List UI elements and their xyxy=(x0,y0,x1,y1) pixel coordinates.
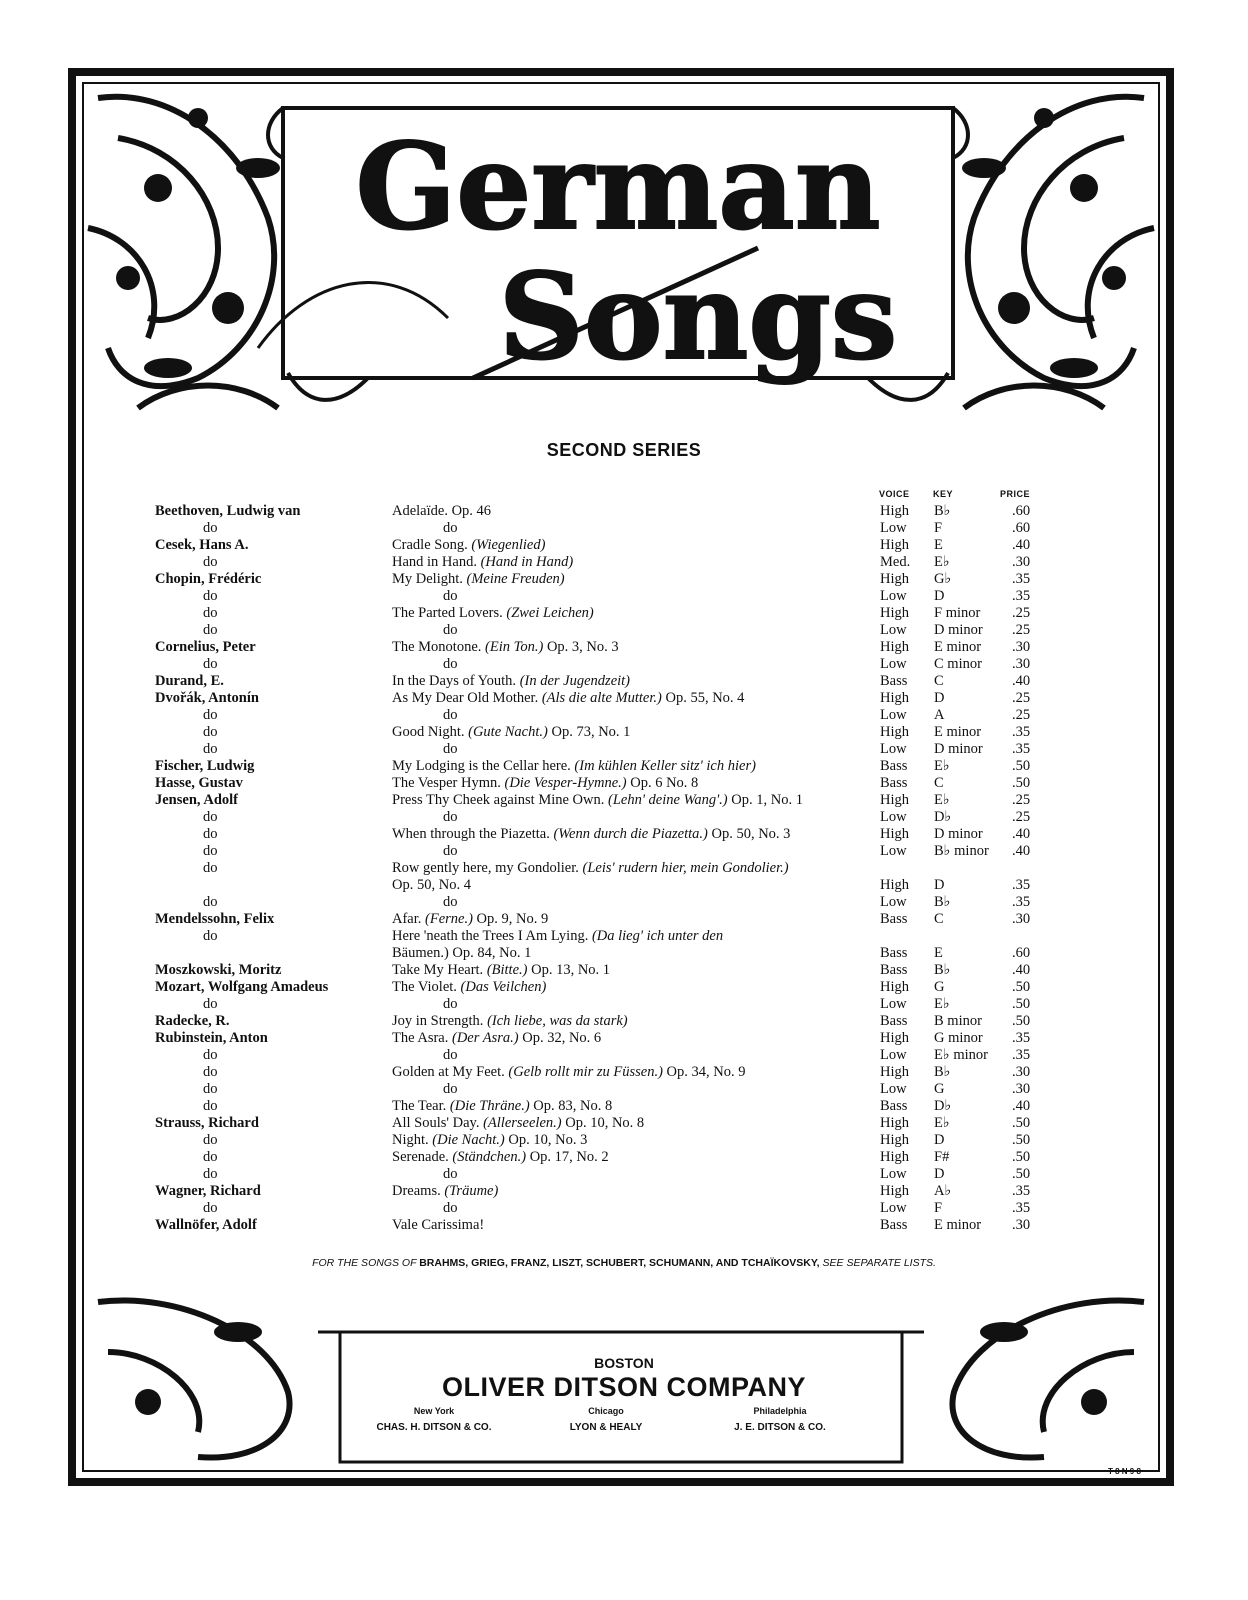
key-cell: E♭ xyxy=(934,1115,950,1131)
title-cell: Joy in Strength. (Ich liebe, was da stark) xyxy=(392,1013,628,1029)
price-cell: .25 xyxy=(1012,605,1031,621)
composer-cell: do xyxy=(203,1047,218,1063)
publisher-city: BOSTON xyxy=(594,1355,654,1371)
title-cell: do xyxy=(443,1166,458,1182)
key-cell: E♭ minor xyxy=(934,1047,988,1063)
song-row xyxy=(0,724,1248,741)
key-cell: B♭ minor xyxy=(934,843,989,859)
voice-cell: Low xyxy=(880,588,907,604)
key-cell: F minor xyxy=(934,605,981,621)
key-cell: G xyxy=(934,1081,945,1097)
song-row xyxy=(0,1064,1248,1081)
key-cell: D minor xyxy=(934,826,983,842)
key-cell: D minor xyxy=(934,622,983,638)
song-row xyxy=(0,554,1248,571)
song-row xyxy=(0,877,1248,894)
key-cell: E xyxy=(934,537,943,553)
title-cell: Cradle Song. (Wiegenlied) xyxy=(392,537,546,553)
composer-cell: do xyxy=(203,843,218,859)
voice-cell: Low xyxy=(880,1166,907,1182)
price-cell: .30 xyxy=(1012,1081,1031,1097)
song-row xyxy=(0,571,1248,588)
voice-cell: High xyxy=(880,1115,909,1131)
title-cell: Serenade. (Ständchen.) Op. 17, No. 2 xyxy=(392,1149,609,1165)
key-cell: B♭ xyxy=(934,503,951,519)
song-row xyxy=(0,622,1248,639)
title-cell: In the Days of Youth. (In der Jugendzeit) xyxy=(392,673,631,689)
composer-cell: do xyxy=(203,554,218,570)
key-cell: C xyxy=(934,673,944,689)
title-cell: do xyxy=(443,894,458,910)
price-cell: .35 xyxy=(1012,724,1031,740)
composer-cell: do xyxy=(203,1132,218,1148)
key-cell: E♭ xyxy=(934,554,950,570)
title-cell: The Tear. (Die Thräne.) Op. 83, No. 8 xyxy=(392,1098,613,1114)
voice-cell: High xyxy=(880,979,909,995)
title-cell: do xyxy=(443,996,458,1012)
song-row xyxy=(0,1132,1248,1149)
voice-cell: High xyxy=(880,792,909,808)
composer-cell: do xyxy=(203,656,218,672)
song-row xyxy=(0,639,1248,656)
key-cell: C xyxy=(934,911,944,927)
price-cell: .35 xyxy=(1012,894,1031,910)
composer-cell: Strauss, Richard xyxy=(155,1115,259,1131)
key-cell: G♭ xyxy=(934,571,952,587)
key-cell: D xyxy=(934,1132,945,1148)
song-row xyxy=(0,520,1248,537)
key-cell: D minor xyxy=(934,741,983,757)
composer-cell: do xyxy=(203,1064,218,1080)
composer-cell: do xyxy=(203,928,218,944)
song-row xyxy=(0,826,1248,843)
voice-cell: High xyxy=(880,503,909,519)
voice-cell: Low xyxy=(880,894,907,910)
key-cell: G xyxy=(934,979,945,995)
composer-cell: Mozart, Wolfgang Amadeus xyxy=(155,979,329,995)
composer-cell: do xyxy=(203,1098,218,1114)
composer-cell: Hasse, Gustav xyxy=(155,775,243,791)
song-row xyxy=(0,537,1248,554)
key-cell: E♭ xyxy=(934,792,950,808)
price-cell: .50 xyxy=(1012,758,1031,774)
voice-cell: High xyxy=(880,690,909,706)
voice-cell: Low xyxy=(880,741,907,757)
composer-cell: Rubinstein, Anton xyxy=(155,1030,268,1046)
title-cell: The Vesper Hymn. (Die Vesper-Hymne.) Op. 6 No. 8 xyxy=(392,775,699,791)
title-cell: do xyxy=(443,707,458,723)
voice-cell: Low xyxy=(880,707,907,723)
key-cell: E minor xyxy=(934,639,982,655)
price-cell: .50 xyxy=(1012,1115,1031,1131)
catalog-stamp: T 8 N 9 8 xyxy=(1108,1467,1141,1476)
price-cell: .60 xyxy=(1012,503,1031,519)
key-cell: C xyxy=(934,775,944,791)
title-cell: do xyxy=(443,588,458,604)
title-cell: Row gently here, my Gondolier. (Leis' rudern hier, mein Gondolier.) xyxy=(392,860,789,876)
composer-cell: do xyxy=(203,809,218,825)
price-cell: .40 xyxy=(1012,1098,1031,1114)
song-row xyxy=(0,962,1248,979)
composer-cell: do xyxy=(203,741,218,757)
price-cell: .50 xyxy=(1012,775,1031,791)
voice-cell: Low xyxy=(880,809,907,825)
price-cell: .60 xyxy=(1012,945,1031,961)
song-row xyxy=(0,860,1248,877)
voice-cell: Bass xyxy=(880,911,908,927)
song-row xyxy=(0,996,1248,1013)
voice-cell: Low xyxy=(880,656,907,672)
price-cell: .35 xyxy=(1012,741,1031,757)
composer-cell: do xyxy=(203,996,218,1012)
song-row xyxy=(0,673,1248,690)
song-row xyxy=(0,707,1248,724)
composer-cell: Radecke, R. xyxy=(155,1013,230,1029)
price-cell: .50 xyxy=(1012,1149,1031,1165)
song-row xyxy=(0,1217,1248,1234)
key-cell: E minor xyxy=(934,1217,982,1233)
title-cell: Golden at My Feet. (Gelb rollt mir zu Füssen.) Op. 34, No. 9 xyxy=(392,1064,746,1080)
voice-column-header: VOICE xyxy=(879,489,910,499)
price-cell: .40 xyxy=(1012,537,1031,553)
song-row xyxy=(0,1098,1248,1115)
composer-cell: Wallnöfer, Adolf xyxy=(155,1217,257,1233)
song-row xyxy=(0,1047,1248,1064)
title-cell: When through the Piazetta. (Wenn durch die Piazetta.) Op. 50, No. 3 xyxy=(392,826,791,842)
branch-new-york: New York CHAS. H. DITSON & CO. xyxy=(376,1406,492,1433)
song-row xyxy=(0,605,1248,622)
price-cell: .40 xyxy=(1012,962,1031,978)
key-cell: D♭ xyxy=(934,809,952,825)
song-row xyxy=(0,775,1248,792)
composer-cell: do xyxy=(203,1149,218,1165)
voice-cell: High xyxy=(880,1149,909,1165)
song-row xyxy=(0,809,1248,826)
composer-cell: do xyxy=(203,707,218,723)
key-cell: D xyxy=(934,588,945,604)
price-cell: .30 xyxy=(1012,656,1031,672)
price-cell: .30 xyxy=(1012,911,1031,927)
key-cell: A xyxy=(934,707,945,723)
title-cell: Adelaïde. Op. 46 xyxy=(392,503,492,519)
composer-cell: do xyxy=(203,520,218,536)
price-cell: .25 xyxy=(1012,622,1031,638)
voice-cell: High xyxy=(880,571,909,587)
composer-cell: do xyxy=(203,588,218,604)
price-cell: .30 xyxy=(1012,1064,1031,1080)
title-cell: do xyxy=(443,1200,458,1216)
song-row xyxy=(0,843,1248,860)
price-cell: .25 xyxy=(1012,792,1031,808)
title-cell: do xyxy=(443,741,458,757)
price-cell: .25 xyxy=(1012,809,1031,825)
song-row xyxy=(0,1013,1248,1030)
title-cell: Take My Heart. (Bitte.) Op. 13, No. 1 xyxy=(392,962,611,978)
composer-cell: do xyxy=(203,1166,218,1182)
voice-cell: Bass xyxy=(880,758,908,774)
voice-cell: Bass xyxy=(880,775,908,791)
voice-cell: High xyxy=(880,537,909,553)
title-cell: The Parted Lovers. (Zwei Leichen) xyxy=(392,605,594,621)
price-cell: .35 xyxy=(1012,1030,1031,1046)
voice-cell: High xyxy=(880,1064,909,1080)
voice-cell: Bass xyxy=(880,1217,908,1233)
composer-cell: do xyxy=(203,826,218,842)
title-cell: Op. 50, No. 4 xyxy=(392,877,471,893)
voice-cell: High xyxy=(880,639,909,655)
composer-cell: do xyxy=(203,724,218,740)
title-cell: Dreams. (Träume) xyxy=(392,1183,499,1199)
song-row xyxy=(0,894,1248,911)
voice-cell: Low xyxy=(880,1081,907,1097)
song-row xyxy=(0,690,1248,707)
voice-cell: Bass xyxy=(880,1098,908,1114)
voice-cell: Bass xyxy=(880,1013,908,1029)
page-title-line1: German xyxy=(355,117,881,256)
song-row xyxy=(0,656,1248,673)
song-row xyxy=(0,945,1248,962)
composer-cell: Cesek, Hans A. xyxy=(155,537,249,553)
song-row xyxy=(0,1200,1248,1217)
title-cell: Press Thy Cheek against Mine Own. (Lehn' deine Wang'.) Op. 1, No. 1 xyxy=(392,792,803,808)
branch-chicago: Chicago LYON & HEALY xyxy=(569,1406,643,1433)
key-cell: F# xyxy=(934,1149,950,1165)
composer-cell: do xyxy=(203,622,218,638)
title-cell: Afar. (Ferne.) Op. 9, No. 9 xyxy=(392,911,549,927)
song-row xyxy=(0,1115,1248,1132)
price-cell: .35 xyxy=(1012,588,1031,604)
price-cell: .40 xyxy=(1012,826,1031,842)
title-cell: The Monotone. (Ein Ton.) Op. 3, No. 3 xyxy=(392,639,619,655)
title-cell: do xyxy=(443,520,458,536)
price-cell: .50 xyxy=(1012,979,1031,995)
composer-cell: Jensen, Adolf xyxy=(155,792,238,808)
song-row xyxy=(0,1166,1248,1183)
voice-cell: High xyxy=(880,1030,909,1046)
voice-cell: Low xyxy=(880,1200,907,1216)
price-cell: .60 xyxy=(1012,520,1031,536)
key-cell: E xyxy=(934,945,943,961)
key-cell: D xyxy=(934,877,945,893)
title-cell: All Souls' Day. (Allerseelen.) Op. 10, No. 8 xyxy=(392,1115,645,1131)
title-cell: do xyxy=(443,1081,458,1097)
key-cell: D♭ xyxy=(934,1098,952,1114)
header-ornament xyxy=(78,78,1164,438)
song-row xyxy=(0,911,1248,928)
title-cell: do xyxy=(443,843,458,859)
composer-cell: Dvořák, Antonín xyxy=(155,690,259,706)
price-cell: .35 xyxy=(1012,1047,1031,1063)
title-cell: The Violet. (Das Veilchen) xyxy=(392,979,547,995)
composer-cell: Beethoven, Ludwig van xyxy=(155,503,301,519)
price-cell: .35 xyxy=(1012,877,1031,893)
key-cell: E♭ xyxy=(934,758,950,774)
composer-cell: Chopin, Frédéric xyxy=(155,571,262,587)
title-cell: Here 'neath the Trees I Am Lying. (Da lieg' ich unter den xyxy=(392,928,724,944)
price-cell: .40 xyxy=(1012,673,1031,689)
key-cell: A♭ xyxy=(934,1183,952,1199)
key-cell: E♭ xyxy=(934,996,950,1012)
composer-cell: Moszkowski, Moritz xyxy=(155,962,282,978)
song-row xyxy=(0,1149,1248,1166)
title-cell: My Delight. (Meine Freuden) xyxy=(392,571,565,587)
key-cell: C minor xyxy=(934,656,982,672)
voice-cell: High xyxy=(880,877,909,893)
composer-cell: do xyxy=(203,1200,218,1216)
voice-cell: High xyxy=(880,826,909,842)
voice-cell: Low xyxy=(880,1047,907,1063)
title-cell: Night. (Die Nacht.) Op. 10, No. 3 xyxy=(392,1132,588,1148)
key-cell: B♭ xyxy=(934,962,951,978)
song-row xyxy=(0,588,1248,605)
title-cell: Bäumen.) Op. 84, No. 1 xyxy=(392,945,532,961)
key-cell: E minor xyxy=(934,724,982,740)
composer-cell: Cornelius, Peter xyxy=(155,639,256,655)
title-cell: do xyxy=(443,656,458,672)
price-cell: .50 xyxy=(1012,996,1031,1012)
composer-cell: Wagner, Richard xyxy=(155,1183,261,1199)
song-row xyxy=(0,1081,1248,1098)
key-cell: D xyxy=(934,690,945,706)
composer-cell: Durand, E. xyxy=(155,673,224,689)
song-row xyxy=(0,741,1248,758)
voice-cell: Med. xyxy=(880,554,911,570)
voice-cell: High xyxy=(880,605,909,621)
composer-cell: Mendelssohn, Felix xyxy=(155,911,275,927)
voice-cell: Bass xyxy=(880,673,908,689)
title-cell: As My Dear Old Mother. (Als die alte Mutter.) Op. 55, No. 4 xyxy=(392,690,745,706)
title-cell: do xyxy=(443,622,458,638)
title-cell: do xyxy=(443,1047,458,1063)
price-cell: .50 xyxy=(1012,1013,1031,1029)
composer-cell: do xyxy=(203,860,218,876)
footnote: FOR THE SONGS OF BRAHMS, GRIEG, FRANZ, LISZT, SCHUBERT, SCHUMANN, AND TCHAÏKOVSKY, SEE SEPARATE LISTS. xyxy=(312,1257,936,1269)
key-cell: B♭ xyxy=(934,1064,951,1080)
voice-cell: Bass xyxy=(880,945,908,961)
price-cell: .50 xyxy=(1012,1132,1031,1148)
voice-cell: Low xyxy=(880,843,907,859)
price-cell: .35 xyxy=(1012,571,1031,587)
page-title-line2: Songs xyxy=(498,247,898,386)
branch-philadelphia: Philadelphia J. E. DITSON & CO. xyxy=(734,1406,826,1433)
song-row xyxy=(0,758,1248,775)
voice-cell: Bass xyxy=(880,962,908,978)
key-cell: F xyxy=(934,520,943,536)
composer-cell: do xyxy=(203,1081,218,1097)
voice-cell: Low xyxy=(880,622,907,638)
price-cell: .30 xyxy=(1012,639,1031,655)
title-cell: do xyxy=(443,809,458,825)
song-row xyxy=(0,792,1248,809)
price-cell: .25 xyxy=(1012,707,1031,723)
publisher-name: OLIVER DITSON COMPANY xyxy=(441,1372,807,1402)
voice-cell: Low xyxy=(880,520,907,536)
voice-cell: High xyxy=(880,1132,909,1148)
price-cell: .25 xyxy=(1012,690,1031,706)
title-cell: My Lodging is the Cellar here. (Im kühlen Keller sitz' ich hier) xyxy=(392,758,756,774)
composer-cell: Fischer, Ludwig xyxy=(155,758,255,774)
key-cell: D xyxy=(934,1166,945,1182)
price-cell: .40 xyxy=(1012,843,1031,859)
key-column-header: KEY xyxy=(933,489,954,499)
song-row xyxy=(0,1030,1248,1047)
composer-cell: do xyxy=(203,894,218,910)
price-cell: .35 xyxy=(1012,1200,1031,1216)
song-row xyxy=(0,1183,1248,1200)
key-cell: B minor xyxy=(934,1013,982,1029)
title-cell: Vale Carissima! xyxy=(392,1217,485,1233)
series-heading: SECOND SERIES xyxy=(546,440,702,460)
price-cell: .50 xyxy=(1012,1166,1031,1182)
composer-cell: do xyxy=(203,605,218,621)
voice-cell: High xyxy=(880,724,909,740)
title-cell: Hand in Hand. (Hand in Hand) xyxy=(392,554,574,570)
song-row xyxy=(0,928,1248,945)
title-cell: The Asra. (Der Asra.) Op. 32, No. 6 xyxy=(392,1030,602,1046)
price-cell: .30 xyxy=(1012,554,1031,570)
song-row xyxy=(0,503,1248,520)
price-cell: .30 xyxy=(1012,1217,1031,1233)
key-cell: F xyxy=(934,1200,943,1216)
title-cell: Good Night. (Gute Nacht.) Op. 73, No. 1 xyxy=(392,724,631,740)
voice-cell: High xyxy=(880,1183,909,1199)
key-cell: B♭ xyxy=(934,894,951,910)
price-cell: .35 xyxy=(1012,1183,1031,1199)
price-column-header: PRICE xyxy=(1000,489,1031,499)
key-cell: G minor xyxy=(934,1030,983,1046)
voice-cell: Low xyxy=(880,996,907,1012)
song-row xyxy=(0,979,1248,996)
